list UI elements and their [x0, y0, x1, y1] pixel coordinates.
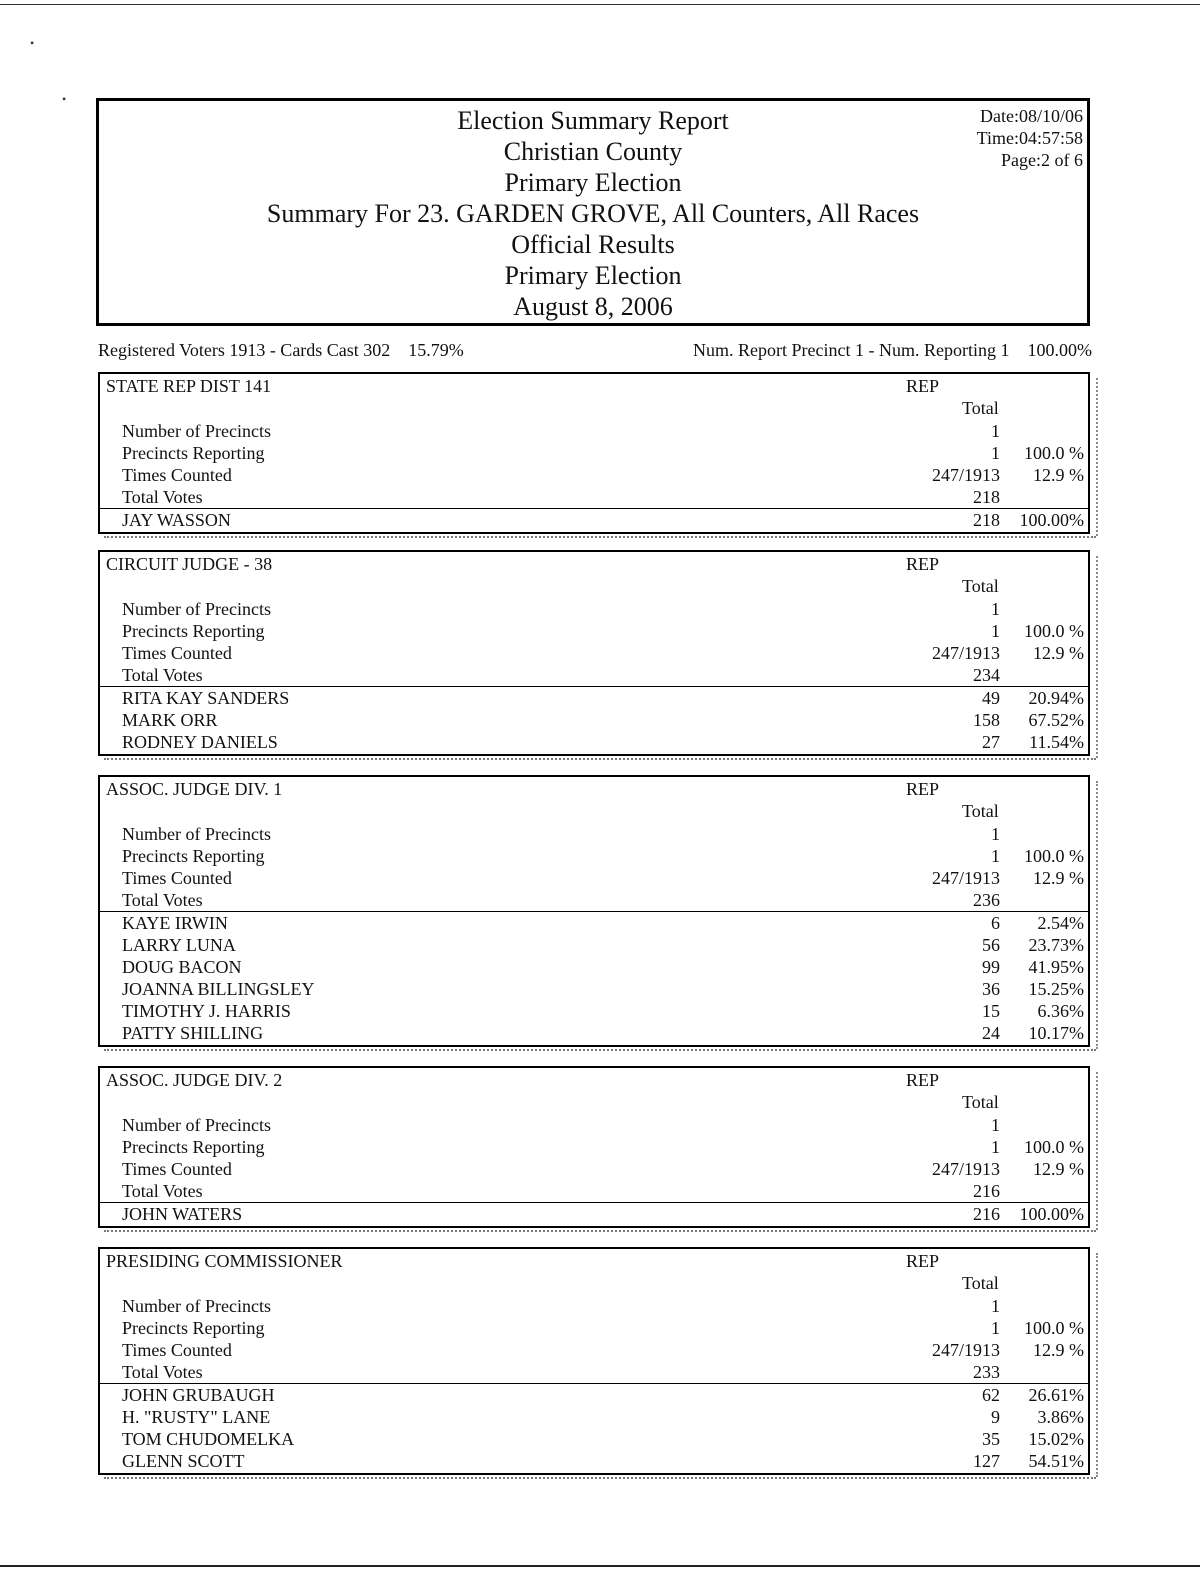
stat-row [100, 1339, 1088, 1361]
row-value: 1 [991, 1318, 1000, 1338]
row-value: 1 [991, 443, 1000, 463]
candidate-row [100, 687, 1088, 709]
candidate-row [100, 978, 1088, 1000]
election-type: Primary Election [504, 168, 682, 197]
report-time: Time:04:57:58 [976, 128, 1083, 148]
row-label: Times Counted [122, 465, 232, 485]
stat-row [100, 845, 1088, 867]
row-percent: 100.0 % [1024, 621, 1084, 641]
row-percent: 12.9 % [1033, 643, 1084, 663]
stat-row [100, 1361, 1088, 1383]
row-label: Number of Precincts [122, 1296, 271, 1316]
race-rows [100, 823, 1088, 1044]
row-value: 36 [982, 979, 1000, 999]
results-status: Official Results [511, 230, 675, 259]
row-label: Times Counted [122, 643, 232, 663]
race-title: PRESIDING COMMISSIONER [106, 1251, 343, 1271]
race-box [98, 372, 1090, 534]
row-value: 1 [991, 824, 1000, 844]
row-label: Precincts Reporting [122, 846, 265, 866]
row-percent: 3.86% [1037, 1407, 1084, 1427]
stat-row [100, 1180, 1088, 1202]
race-title: STATE REP DIST 141 [106, 376, 272, 396]
row-label: JOHN WATERS [122, 1204, 243, 1224]
row-percent: 100.0 % [1024, 1318, 1084, 1338]
row-value: 233 [973, 1362, 1000, 1382]
report-header [96, 98, 1090, 326]
candidate-row [100, 1022, 1088, 1044]
row-value: 247/1913 [931, 1340, 1000, 1360]
scan-bottom-edge [0, 1565, 1200, 1567]
row-label: Total Votes [122, 890, 203, 910]
row-percent: 20.94% [1028, 688, 1084, 708]
party-label: REP [906, 554, 940, 574]
race-box [98, 775, 1090, 1047]
candidate-row [100, 509, 1088, 531]
report-page: Page:2 of 6 [1001, 150, 1083, 170]
candidate-row [100, 934, 1088, 956]
candidate-row [100, 1450, 1088, 1472]
report-meta [977, 105, 1083, 171]
row-percent: 100.0 % [1024, 443, 1084, 463]
stat-row [100, 1295, 1088, 1317]
election-type-repeat: Primary Election [504, 261, 682, 290]
race-box [98, 1247, 1090, 1475]
row-value: 56 [982, 935, 1000, 955]
race-title: CIRCUIT JUDGE - 38 [106, 554, 273, 574]
row-value: 216 [973, 1181, 1000, 1201]
stat-row [100, 620, 1088, 642]
race-title: ASSOC. JUDGE DIV. 2 [106, 1070, 283, 1090]
election-date: August 8, 2006 [513, 292, 673, 321]
row-label: Times Counted [122, 1159, 232, 1179]
stat-row [100, 823, 1088, 845]
scan-top-edge [0, 4, 1200, 5]
row-percent: 12.9 % [1033, 1340, 1084, 1360]
race-rows [100, 420, 1088, 531]
row-percent: 100.0 % [1024, 1137, 1084, 1157]
row-percent: 54.51% [1028, 1451, 1084, 1471]
row-value: 1 [991, 599, 1000, 619]
row-value: 247/1913 [931, 868, 1000, 888]
row-label: Times Counted [122, 868, 232, 888]
row-value: 247/1913 [931, 1159, 1000, 1179]
row-percent: 10.17% [1028, 1023, 1084, 1043]
row-value: 1 [991, 1137, 1000, 1157]
stat-row [100, 598, 1088, 620]
total-column-header: Total [962, 398, 999, 418]
stat-row [100, 1114, 1088, 1136]
row-value: 158 [973, 710, 1000, 730]
row-percent: 15.25% [1028, 979, 1084, 999]
row-percent: 2.54% [1037, 913, 1084, 933]
scan-speck: • [62, 92, 67, 106]
row-label: Times Counted [122, 1340, 232, 1360]
stat-row [100, 867, 1088, 889]
row-value: 1 [991, 1296, 1000, 1316]
row-label: Number of Precincts [122, 421, 271, 441]
row-percent: 11.54% [1029, 732, 1084, 752]
row-percent: 15.02% [1028, 1429, 1084, 1449]
stat-row [100, 464, 1088, 486]
row-value: 1 [991, 421, 1000, 441]
stat-row [100, 442, 1088, 464]
row-value: 15 [982, 1001, 1000, 1021]
stat-row [100, 889, 1088, 911]
row-percent: 6.36% [1037, 1001, 1084, 1021]
row-label: JOHN GRUBAUGH [122, 1385, 275, 1405]
row-label: Number of Precincts [122, 599, 271, 619]
row-label: JAY WASSON [122, 510, 231, 530]
party-label: REP [906, 779, 940, 799]
total-column-header: Total [962, 1273, 999, 1293]
row-label: GLENN SCOTT [122, 1451, 245, 1471]
row-value: 216 [973, 1204, 1000, 1224]
stat-row [100, 420, 1088, 442]
row-value: 99 [982, 957, 1000, 977]
row-label: RITA KAY SANDERS [122, 688, 290, 708]
report-date: Date:08/10/06 [980, 106, 1083, 126]
row-label: TIMOTHY J. HARRIS [122, 1001, 291, 1021]
row-label: Precincts Reporting [122, 1318, 265, 1338]
race-title: ASSOC. JUDGE DIV. 1 [106, 779, 283, 799]
stat-row [100, 1158, 1088, 1180]
race-rows [100, 1114, 1088, 1225]
row-label: Total Votes [122, 1362, 203, 1382]
row-value: 218 [973, 510, 1000, 530]
row-label: RODNEY DANIELS [122, 732, 278, 752]
row-label: Precincts Reporting [122, 621, 265, 641]
party-label: REP [906, 1251, 940, 1271]
row-label: Total Votes [122, 487, 203, 507]
row-label: Total Votes [122, 665, 203, 685]
party-label: REP [906, 376, 940, 396]
row-value: 62 [982, 1385, 1000, 1405]
candidate-row [100, 912, 1088, 934]
row-percent: 67.52% [1028, 710, 1084, 730]
candidate-row [100, 731, 1088, 753]
row-percent: 23.73% [1028, 935, 1084, 955]
row-label: JOANNA BILLINGSLEY [122, 979, 315, 999]
total-column-header: Total [962, 576, 999, 596]
row-value: 236 [973, 890, 1000, 910]
row-percent: 100.0 % [1024, 846, 1084, 866]
row-percent: 12.9 % [1033, 868, 1084, 888]
total-column-header: Total [962, 801, 999, 821]
row-label: Precincts Reporting [122, 1137, 265, 1157]
row-label: Number of Precincts [122, 1115, 271, 1135]
total-column-header: Total [962, 1092, 999, 1112]
row-value: 234 [973, 665, 1000, 685]
candidate-row [100, 1000, 1088, 1022]
row-percent: 100.00% [1019, 510, 1084, 530]
row-label: Total Votes [122, 1181, 203, 1201]
row-value: 218 [973, 487, 1000, 507]
stat-row [100, 664, 1088, 686]
candidate-row [100, 1203, 1088, 1225]
row-percent: 12.9 % [1033, 465, 1084, 485]
stat-row [100, 642, 1088, 664]
row-percent: 12.9 % [1033, 1159, 1084, 1179]
row-value: 247/1913 [931, 643, 1000, 663]
county-name: Christian County [503, 137, 683, 166]
summary-scope: Summary For 23. GARDEN GROVE, All Counters, All Races [266, 199, 920, 228]
candidate-row [100, 709, 1088, 731]
row-value: 1 [991, 1115, 1000, 1135]
report-title-block [99, 105, 1087, 322]
race-rows [100, 598, 1088, 753]
row-label: LARRY LUNA [122, 935, 236, 955]
row-label: PATTY SHILLING [122, 1023, 264, 1043]
candidate-row [100, 1384, 1088, 1406]
race-box [98, 1066, 1090, 1228]
row-label: Number of Precincts [122, 824, 271, 844]
race-box [98, 550, 1090, 756]
row-value: 6 [991, 913, 1000, 933]
stat-row [100, 486, 1088, 508]
row-value: 1 [991, 621, 1000, 641]
row-value: 35 [982, 1429, 1000, 1449]
scan-speck: • [30, 36, 35, 50]
row-percent: 41.95% [1028, 957, 1084, 977]
row-value: 24 [982, 1023, 1000, 1043]
row-label: H. "RUSTY" LANE [122, 1407, 271, 1427]
row-value: 247/1913 [931, 465, 1000, 485]
row-value: 9 [991, 1407, 1000, 1427]
stat-row [100, 1317, 1088, 1339]
candidate-row [100, 956, 1088, 978]
row-label: KAYE IRWIN [122, 913, 228, 933]
row-label: Precincts Reporting [122, 443, 265, 463]
race-rows [100, 1295, 1088, 1472]
candidate-row [100, 1406, 1088, 1428]
row-value: 127 [973, 1451, 1000, 1471]
row-value: 27 [982, 732, 1000, 752]
row-label: TOM CHUDOMELKA [122, 1429, 295, 1449]
row-label: MARK ORR [122, 710, 218, 730]
registered-voters-summary: Registered Voters 1913 - Cards Cast 302 15.79% [98, 340, 464, 360]
report-title: Election Summary Report [457, 106, 729, 135]
row-percent: 100.00% [1019, 1204, 1084, 1224]
precinct-reporting-summary: Num. Report Precinct 1 - Num. Reporting 1 100.00% [693, 340, 1092, 360]
row-percent: 26.61% [1028, 1385, 1084, 1405]
party-label: REP [906, 1070, 940, 1090]
row-value: 1 [991, 846, 1000, 866]
row-label: DOUG BACON [122, 957, 242, 977]
row-value: 49 [982, 688, 1000, 708]
candidate-row [100, 1428, 1088, 1450]
stat-row [100, 1136, 1088, 1158]
